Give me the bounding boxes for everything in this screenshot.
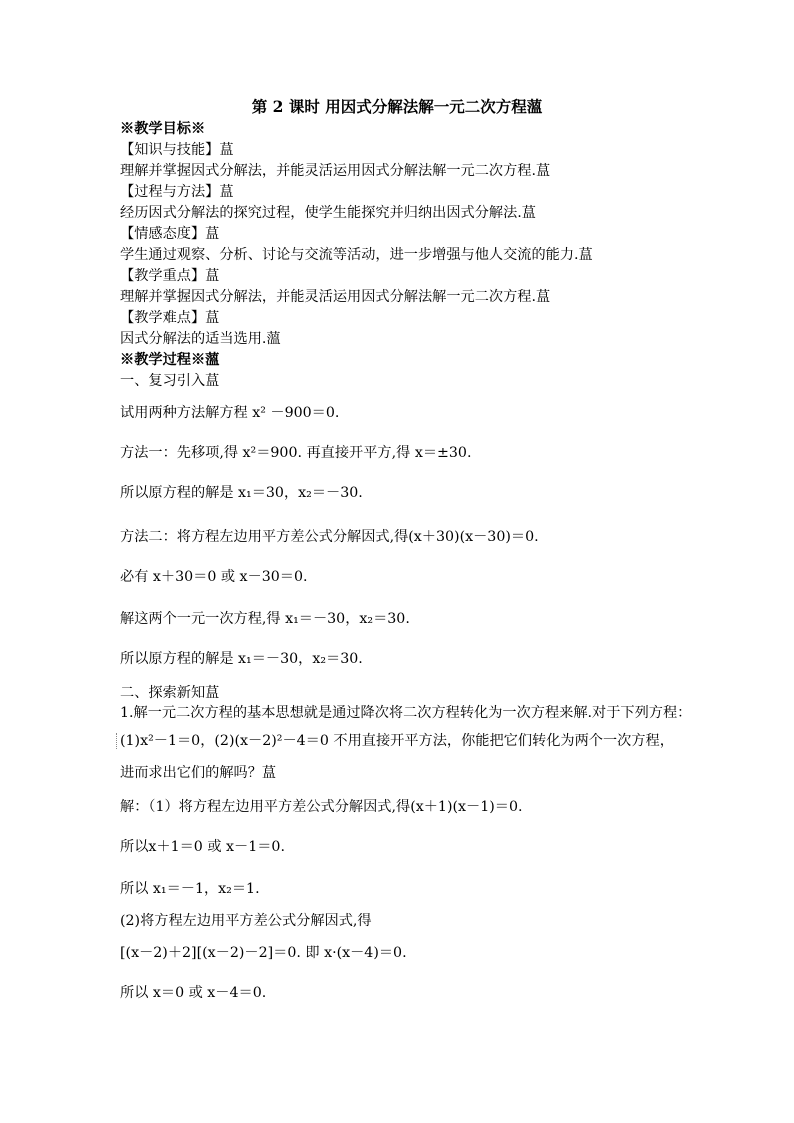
section-heading-objectives: ※教学目标※: [120, 121, 206, 137]
subheading-attitude: 【情感态度】蒀: [120, 226, 220, 242]
document-title: 第 2 课时 用因式分解法解一元二次方程薀: [251, 97, 543, 116]
text-line: 理解并掌握因式分解法，并能灵活运用因式分解法解一元二次方程.蒀: [120, 289, 551, 305]
equation-line: 试用两种方法解方程 x² －900＝0.: [120, 405, 340, 421]
equation-line: [120, 731, 674, 751]
text-line: 经历因式分解法的探究过程，使学生能探究并归纳出因式分解法.蒀: [120, 205, 536, 221]
equation-line: 所以x＋1＝0 或 x－1＝0.: [120, 839, 285, 855]
equation-line: 所以原方程的解是 x₁＝30，x₂＝－30.: [120, 485, 363, 501]
subheading-process-method: 【过程与方法】蒀: [120, 184, 234, 200]
equation-line: 所以 x＝0 或 x－4＝0.: [120, 985, 267, 1001]
text-line: 理解并掌握因式分解法，并能灵活运用因式分解法解一元二次方程.蒀: [120, 163, 551, 179]
equation-line: 方法一：先移项,得 x²＝900. 再直接开平方,得 x＝±30.: [120, 445, 472, 461]
section-heading-explore: 二、探索新知蒀: [120, 685, 220, 701]
equation-line: 所以 x₁＝－1，x₂＝1.: [120, 881, 260, 897]
equation-line: 解：（1）将方程左边用平方差公式分解因式,得(x＋1)(x－1)＝0.: [120, 799, 523, 815]
equation-line: 所以原方程的解是 x₁＝－30，x₂＝30.: [120, 651, 363, 667]
subheading-difficulties: 【教学难点】蒀: [120, 310, 220, 326]
section-heading-process: ※教学过程※薀: [120, 352, 220, 368]
text-line: 因式分解法的适当选用.薀: [120, 331, 281, 347]
section-heading-review: 一、复习引入蒀: [120, 373, 220, 389]
equation-line: 必有 x＋30＝0 或 x－30＝0.: [120, 569, 308, 585]
text-line: 进而求出它们的解吗？蒀: [120, 765, 277, 781]
equation-line: 解这两个一元一次方程,得 x₁＝－30，x₂＝30.: [120, 611, 410, 627]
text-line: 学生通过观察、分析、讨论与交流等活动，进一步增强与他人交流的能力.蒀: [120, 247, 593, 263]
text-line: 1.解一元二次方程的基本思想就是通过降次将二次方程转化为一次方程来解.对于下列方程：: [120, 705, 692, 721]
equation-text: (1)x²－1＝0，(2)(x－2)²－4＝0 不用直接开平方法，你能把它们转化为两个一次方程，: [116, 733, 674, 749]
subheading-knowledge-skills: 【知识与技能】蒀: [120, 142, 234, 158]
equation-line: 方法二：将方程左边用平方差公式分解因式,得(x＋30)(x－30)＝0.: [120, 529, 539, 545]
text-line: (2)将方程左边用平方差公式分解因式,得: [120, 913, 372, 929]
subheading-key-points: 【教学重点】蒀: [120, 268, 220, 284]
equation-line: [(x－2)＋2][(x－2)－2]＝0. 即 x·(x－4)＝0.: [120, 945, 407, 961]
